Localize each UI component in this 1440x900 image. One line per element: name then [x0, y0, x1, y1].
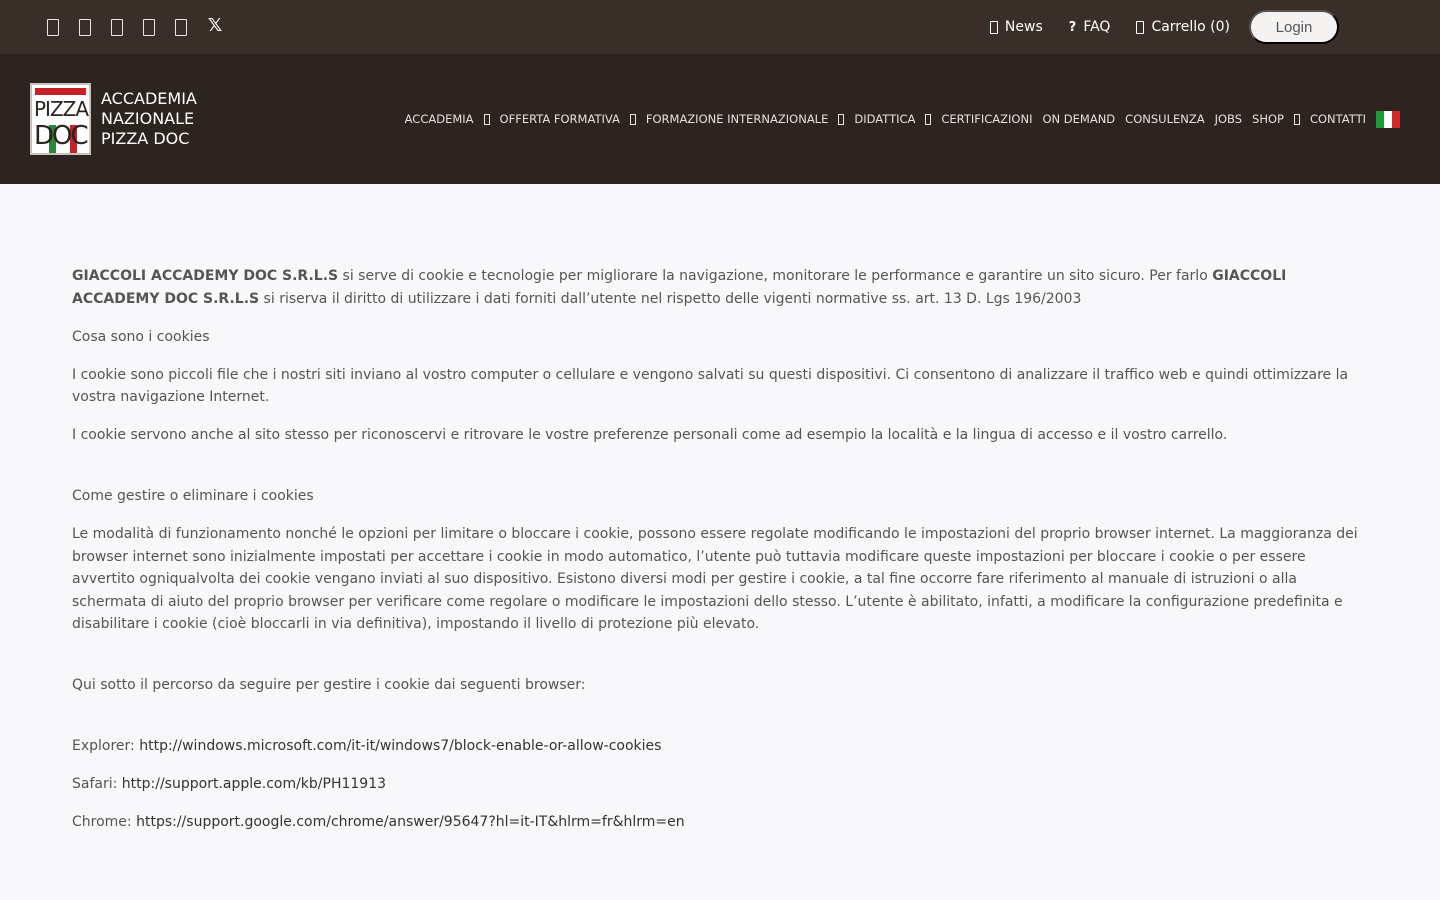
logo-mark: PIZZA DOC [30, 83, 91, 155]
main-navbar [0, 54, 1440, 184]
section-heading-gestire: Come gestire o eliminare i cookies [72, 488, 314, 504]
faq-link[interactable] [1069, 19, 1111, 35]
nav-item-offerta-formativa[interactable]: OFFERTA FORMATIVA [500, 112, 636, 126]
top-bar [0, 0, 1440, 54]
linkedin-icon[interactable] [140, 17, 158, 37]
tiktok-icon[interactable] [172, 17, 190, 37]
news-label: News [1004, 19, 1043, 35]
nav-item-certificazioni[interactable]: CERTIFICAZIONI [941, 112, 1033, 126]
cart-link[interactable] [1136, 19, 1230, 35]
cookie-policy-content [0, 184, 1440, 834]
nav-item-on-demand[interactable]: ON DEMAND [1042, 112, 1116, 126]
safari-link[interactable]: http://support.apple.com/kb/PH11913 [121, 776, 387, 792]
nav-item-didattica[interactable]: DIDATTICA [854, 112, 931, 126]
login-button[interactable]: Login [1249, 10, 1339, 44]
youtube-icon[interactable] [108, 17, 126, 37]
nav-item-shop[interactable]: SHOP [1252, 112, 1300, 126]
browser-chrome: Chrome: https://support.google.com/chrome/answer/95647?hl=it-IT&hlrm=fr&hlrm=en [72, 814, 685, 830]
top-links [964, 10, 1440, 44]
news-icon [990, 21, 998, 34]
chevron-down-icon [925, 114, 931, 125]
chrome-link[interactable]: https://support.google.com/chrome/answer/95647?hl=it-IT&hlrm=fr&hlrm=en [136, 814, 685, 830]
paragraph-gestire: Le modalità di funzionamento nonché le opzioni per limitare o bloccare i cookie, possono essere regolate modificando le impostazioni del proprio browser internet. La maggioranza dei browser internet sono inizialmente impostati per accettare i cookie in modo automatico, l’utente può tuttavia modificare queste impostazioni per bloccare i cookie o per essere avvertito ogniqualvolta dei cookie vengano inviati al suo dispositivo. Esistono diversi modi per gestire i cookie, a tal fine occorre fare riferimento al manuale di istruzioni o alla schermata di aiuto del proprio browser per verificare come regolare o modificare le impostazioni dello stesso. L’utente è abilitato, infatti, a modificare la configurazione predefinita e disabilitare i cookie (cioè bloccarli in via definitiva), impostando il livello di protezione più elevato. [72, 526, 1358, 632]
nav-item-accademia[interactable]: ACCADEMIA [405, 112, 490, 126]
chevron-down-icon [838, 114, 844, 125]
nav-item-formazione-internazionale[interactable]: FORMAZIONE INTERNAZIONALE [646, 112, 845, 126]
nav-item-jobs[interactable]: JOBS [1214, 112, 1243, 126]
social-links [44, 14, 224, 37]
paragraph-percorso: Qui sotto il percorso da seguire per gestire i cookie dai seguenti browser: [72, 677, 586, 693]
news-link[interactable] [990, 19, 1043, 35]
chevron-down-icon [1294, 114, 1300, 125]
faq-label: FAQ [1083, 19, 1111, 35]
chevron-down-icon [630, 114, 636, 125]
instagram-icon[interactable] [76, 17, 94, 37]
section-heading-cosa: Cosa sono i cookies [72, 328, 210, 345]
cart-icon [1136, 21, 1144, 34]
site-logo[interactable] [30, 83, 197, 155]
intro-paragraph: GIACCOLI ACCADEMY DOC S.R.L.S si serve di cookie e tecnologie per migliorare la navigazione, monitorare le performance e garantire un sito sicuro. Per farlo GIACCOLI ACCADEMY DOC S.R.L.S si riserva il diritto di utilizzare i dati forniti dall’utente nel rispetto delle vigenti normative ss. art. 13 D. Lgs 196/2003 [72, 268, 1287, 307]
explorer-link[interactable]: http://windows.microsoft.com/it-it/windows7/block-enable-or-allow-cookies [139, 738, 662, 754]
browser-explorer: Explorer: http://windows.microsoft.com/it-it/windows7/block-enable-or-allow-cookies [72, 738, 662, 754]
logo-text: ACCADEMIA NAZIONALE PIZZA DOC [101, 89, 197, 148]
paragraph-cosa-1: I cookie sono piccoli file che i nostri siti inviano al vostro computer o cellulare e vengono salvati su questi dispositivi. Ci consentono di analizzare il traffico web e quindi ottimizzare la vostra navigazione Internet. [72, 366, 1349, 405]
facebook-icon[interactable] [44, 17, 62, 37]
italian-flag-icon[interactable] [1376, 111, 1400, 128]
chevron-down-icon [484, 114, 490, 125]
cart-label: Carrello (0) [1151, 19, 1230, 35]
browser-safari: Safari: http://support.apple.com/kb/PH11913 [72, 776, 387, 792]
nav-item-contatti[interactable]: CONTATTI [1309, 112, 1366, 126]
paragraph-cosa-2: I cookie servono anche al sito stesso per riconoscervi e ritrovare le vostre preferenze personali come ad esempio la località e la lingua di accesso e il vostro carrello. [72, 427, 1228, 443]
x-icon[interactable]: 𝕏 [207, 14, 223, 36]
main-menu [395, 111, 1400, 128]
nav-item-consulenza[interactable]: CONSULENZA [1125, 112, 1205, 126]
question-icon: ? [1068, 19, 1077, 35]
